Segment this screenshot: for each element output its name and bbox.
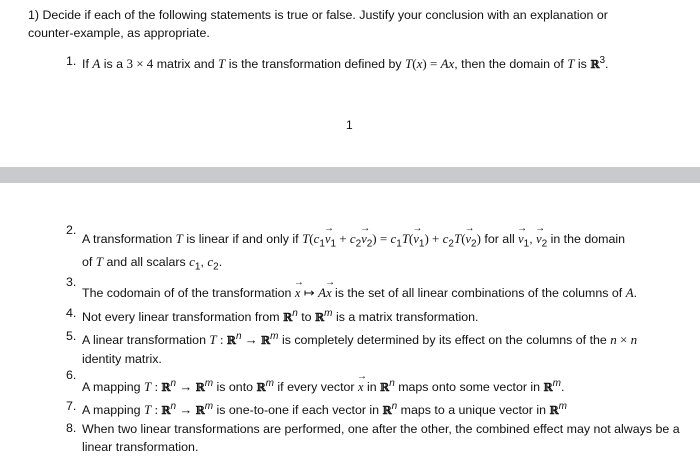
item-number-1: 1.	[66, 54, 77, 68]
question-prompt	[28, 6, 678, 42]
item-number-7: 7.	[66, 399, 77, 413]
statement-7: A mapping T : ℝ$^n$ → ℝ$^m$ is one-to-one if each vector in ℝ$^n$ maps to a unique vector in ℝ$^m$	[82, 401, 567, 418]
item-number-3: 3.	[66, 275, 77, 289]
page-number: 1	[346, 118, 353, 132]
statement-2: A transformation T is linear if and only if $T(c_1\to v_1 + c_2\to v_2) = c_1T(\to v_1) + c_2T(\to v_2)$ for all → $v_1$, → $v_2$ in the domain of T and all scalars $c_1$, $c_2$.	[82, 230, 682, 277]
item-number-5: 5.	[66, 329, 77, 343]
statement-4: Not every linear transformation from ℝ$^n$ to ℝ$^m$ is a matrix transformation.	[82, 308, 479, 325]
item-number-6: 6.	[66, 368, 77, 382]
statement-6: A mapping T : ℝ$^n$ → ℝ$^m$ is onto ℝ$^m$ if every vector → x in ℝ$^n$ maps onto some vector in ℝ$^m$.	[82, 375, 682, 397]
statement-1: If A is a 3 × 4 matrix and T is the transformation defined by T(x) = Ax, then the domain of T is ℝ$^3$.	[82, 55, 609, 72]
prompt-line-1: 1) Decide if each of the following statements is true or false. Justify your conclusion with an explanation or	[28, 8, 608, 22]
statement-3: The codomain of of the transformation → x ↦ A→ x is the set of all linear combinations of the columns of A.	[82, 284, 682, 302]
prompt-line-2: counter-example, as appropriate.	[28, 26, 210, 40]
item-number-2: 2.	[66, 223, 77, 237]
item-number-8: 8.	[66, 421, 77, 435]
statement-8: When two linear transformations are performed, one after the other, the combined effect may not always be a linear transformation.	[82, 422, 680, 454]
statement-5: A linear transformation T : ℝ$^n$ → ℝ$^m$ is completely determined by its effect on the columns of the n × n identity matrix.	[82, 331, 638, 367]
item-number-4: 4.	[66, 306, 77, 320]
page-divider	[0, 167, 700, 183]
